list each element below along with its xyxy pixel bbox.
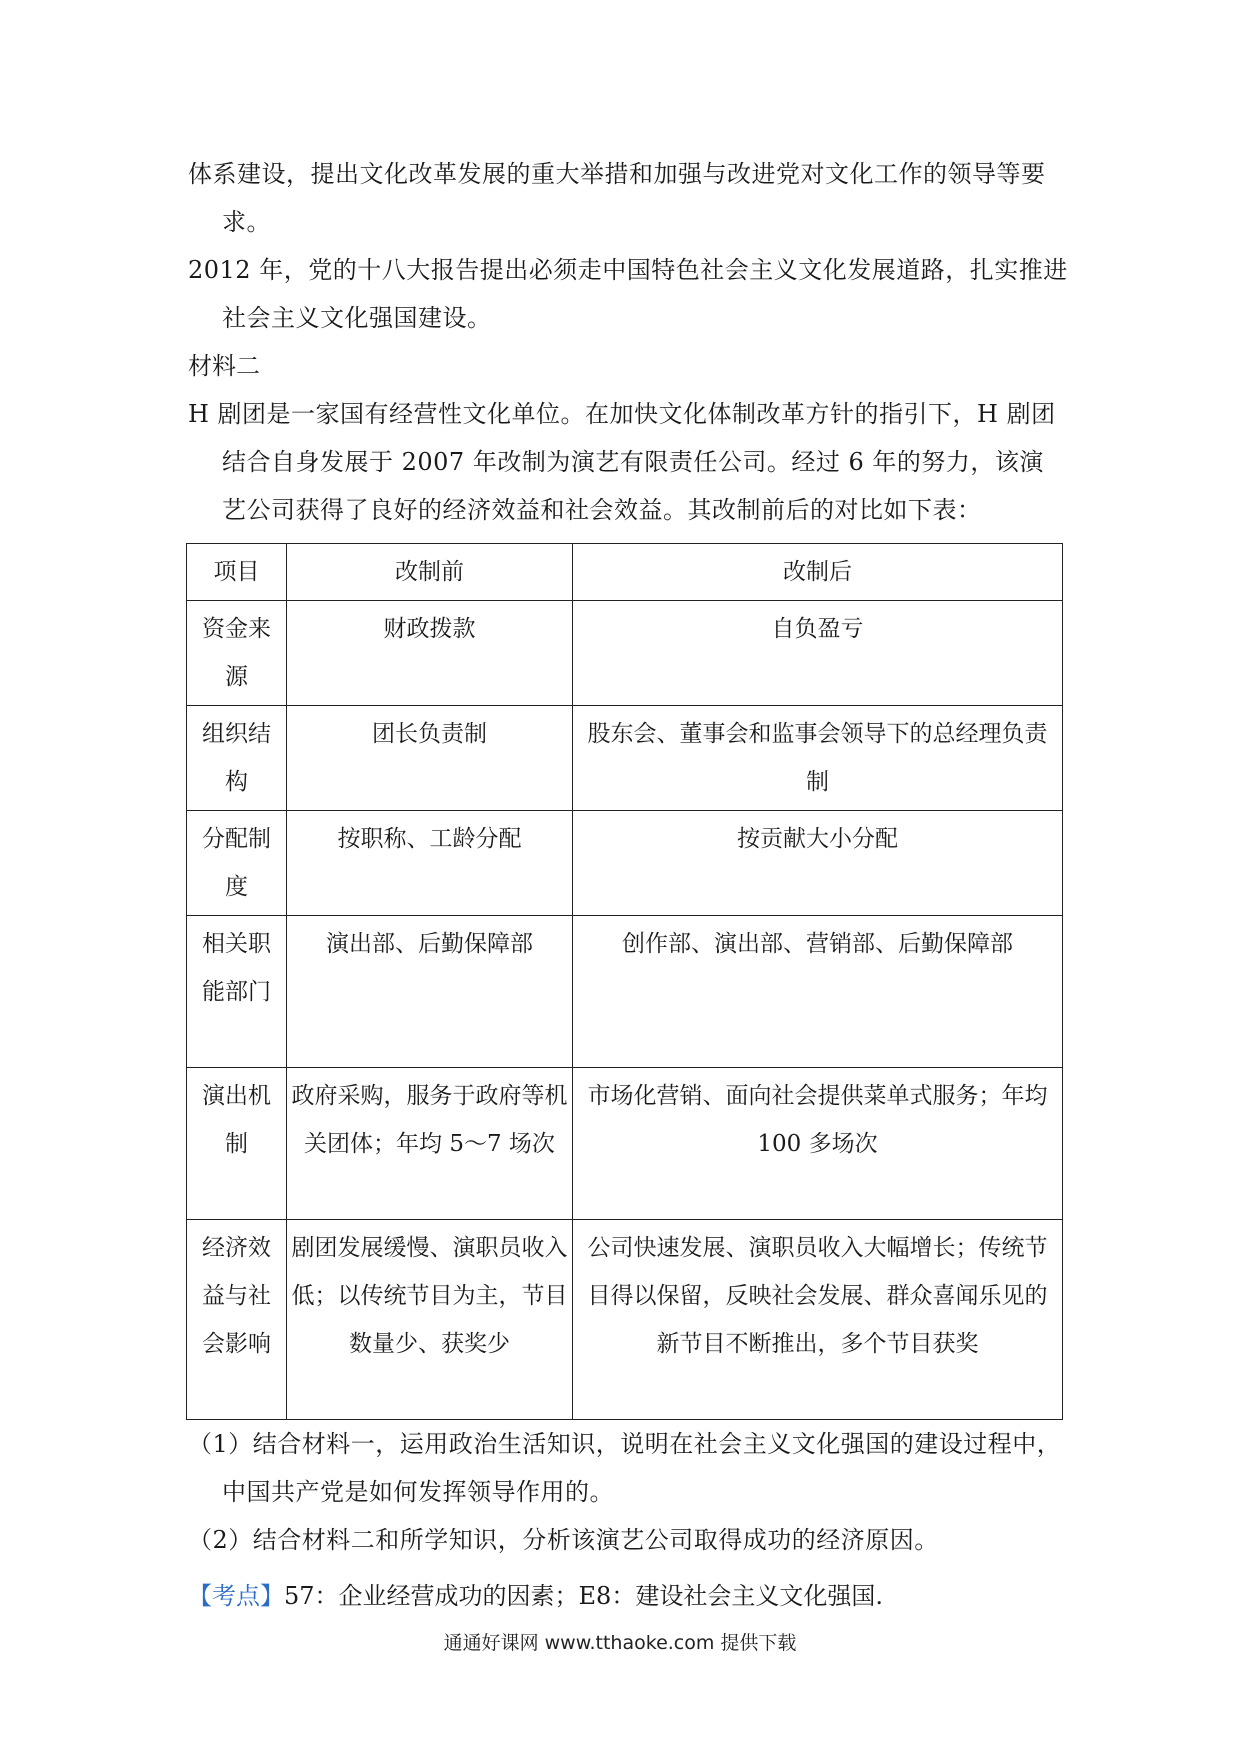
table-row [187,916,1063,1068]
table-header-cell: 改制后 [573,544,1063,601]
table-cell-item: 分配制度 [187,811,287,916]
table-cell-before: 按职称、工龄分配 [287,811,573,916]
table-cell-after: 市场化营销、面向社会提供菜单式服务；年均 100 多场次 [573,1068,1063,1220]
table-row [187,1068,1063,1220]
table-cell-item: 相关职能部门 [187,916,287,1068]
table-row [187,811,1063,916]
table-row [187,601,1063,706]
question-2: （2）结合材料二和所学知识，分析该演艺公司取得成功的经济原因。 [188,1526,939,1554]
table-cell-item: 资金来源 [187,601,287,706]
kaodian-tag: 【考点】 [188,1582,284,1610]
table-row [187,706,1063,811]
comparison-table [186,543,1063,1420]
footer-text: 通通好课网 www.tthaoke.com 提供下载 [443,1632,797,1654]
table-cell-after: 创作部、演出部、营销部、后勤保障部 [573,916,1063,1068]
table-cell-after: 公司快速发展、演职员收入大幅增长；传统节目得以保留，反映社会发展、群众喜闻乐见的新节目不断推出，多个节目获奖 [573,1220,1063,1420]
table-cell-after: 股东会、董事会和监事会领导下的总经理负责制 [573,706,1063,811]
table-cell-item: 演出机制 [187,1068,287,1220]
table-header-cell: 项目 [187,544,287,601]
table-header-cell: 改制前 [287,544,573,601]
table-cell-after: 按贡献大小分配 [573,811,1063,916]
paragraph-2012: 2012 年，党的十八大报告提出必须走中国特色社会主义文化发展道路，扎实推进社会主义文化强国建设。 [188,256,1068,332]
table-cell-before: 剧团发展缓慢、演职员收入低；以传统节目为主，节目数量少、获奖少 [287,1220,573,1420]
question-1: （1）结合材料一，运用政治生活知识，说明在社会主义文化强国的建设过程中，中国共产党是如何发挥领导作用的。 [188,1430,1062,1506]
paragraph-continuation: 体系建设，提出文化改革发展的重大举措和加强与改进党对文化工作的领导等要求。 [188,160,1046,236]
table-cell-before: 财政拨款 [287,601,573,706]
kaodian-text: 57：企业经营成功的因素；E8：建设社会主义文化强国. [284,1582,883,1610]
table-cell-item: 组织结构 [187,706,287,811]
table-cell-before: 团长负责制 [287,706,573,811]
table-row [187,1220,1063,1420]
material-2-title: 材料二 [188,352,260,380]
table-cell-item: 经济效益与社会影响 [187,1220,287,1420]
table-cell-before: 政府采购，服务于政府等机关团体；年均 5～7 场次 [287,1068,573,1220]
table-header-row [187,544,1063,601]
kaodian-line [188,1572,883,1620]
paragraph-h-troupe: H 剧团是一家国有经营性文化单位。在加快文化体制改革方针的指引下，H 剧团结合自身发展于 2007 年改制为演艺有限责任公司。经过 6 年的努力，该演艺公司获得了良好的经济效益和社会效益。其改制前后的对比如下表： [188,400,1056,524]
table-cell-before: 演出部、后勤保障部 [287,916,573,1068]
table-cell-after: 自负盈亏 [573,601,1063,706]
